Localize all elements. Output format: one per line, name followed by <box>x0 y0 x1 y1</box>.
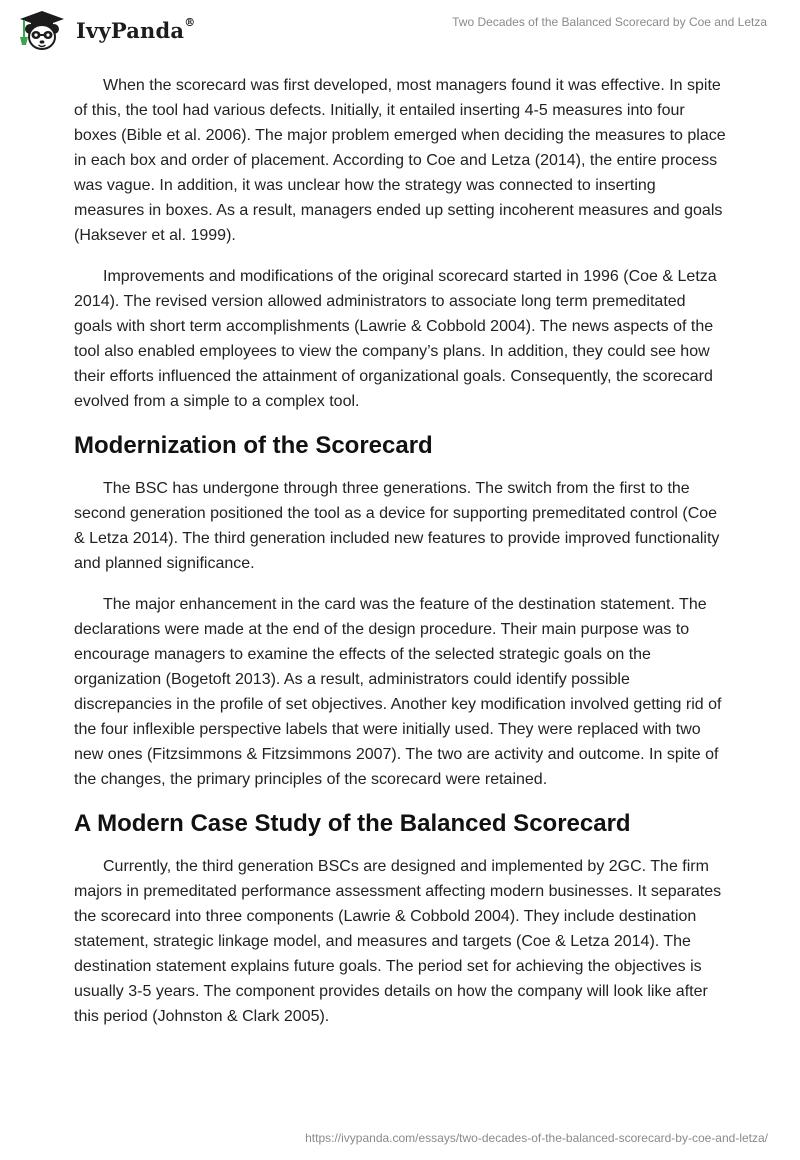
essay-body <box>74 73 726 1045</box>
page-header <box>0 0 800 70</box>
ivypanda-logo-link[interactable] <box>14 8 195 52</box>
document-running-title: Two Decades of the Balanced Scorecard by Coe and Letza <box>452 15 767 29</box>
paragraph-1: When the scorecard was first developed, most managers found it was effective. In spite of this, the tool had various defects. Initially, it entailed inserting 4-5 measures into four boxes (Bible et al. 2006). The major problem emerged when deciding the measures to place in each box and order of placement. According to Coe and Letza (2014), the entire process was vague. In addition, it was unclear how the strategy was connected to inserting measures in boxes. As a result, managers ended up setting incoherent measures and goals (Haksever et al. 1999). <box>74 77 726 244</box>
section-heading-modernization: Modernization of the Scorecard <box>74 432 433 459</box>
paragraph-3: The BSC has undergone through three generations. The switch from the first to the second generation positioned the tool as a device for supporting premeditated control (Coe & Letza 2014). The third generation included new features to provide improved functionality and planned significance. <box>74 480 720 572</box>
panda-graduate-icon <box>14 8 70 52</box>
paragraph-4: The major enhancement in the card was the feature of the destination statement. The declarations were made at the end of the design procedure. Their main purpose was to encourage managers to examine the effects of the selected strategic goals on the organization (Bogetoft 2013). As a result, administrators could identify possible discrepancies in the profile of set objectives. Another key modification involved getting rid of the four inflexible perspective labels that were initially used. They were replaced with two new ones (Fitzsimmons & Fitzsimmons 2007). The two are activity and outcome. In spite of the changes, the primary principles of the scorecard were retained. <box>74 596 722 788</box>
paragraph-2: Improvements and modifications of the original scorecard started in 1996 (Coe & Letza 2014). The revised version allowed administrators to associate long term premeditated goals with short term accomplishments (Lawrie & Cobbold 2004). The news aspects of the tool also enabled employees to view the company’s plans. In addition, they could see how their efforts influenced the attainment of organizational goals. Consequently, the scorecard evolved from a simple to a complex tool. <box>74 268 717 410</box>
paragraph-5: Currently, the third generation BSCs are designed and implemented by 2GC. The firm majors in premeditated performance assessment affecting modern businesses. It separates the scorecard into three components (Lawrie & Cobbold 2004). They include destination statement, strategic linkage model, and measures and targets (Coe & Letza 2014). The destination statement explains future goals. The period set for achieving the objectives is usually 3-5 years. The component provides details on how the company will look like after this period (Johnston & Clark 2005). <box>74 858 722 1025</box>
brand-name: IvyPanda® <box>76 15 196 43</box>
source-url-link[interactable]: https://ivypanda.com/essays/two-decades-of-the-balanced-scorecard-by-coe-and-letza/ <box>305 1131 768 1145</box>
section-heading-case-study: A Modern Case Study of the Balanced Scorecard <box>74 810 631 837</box>
